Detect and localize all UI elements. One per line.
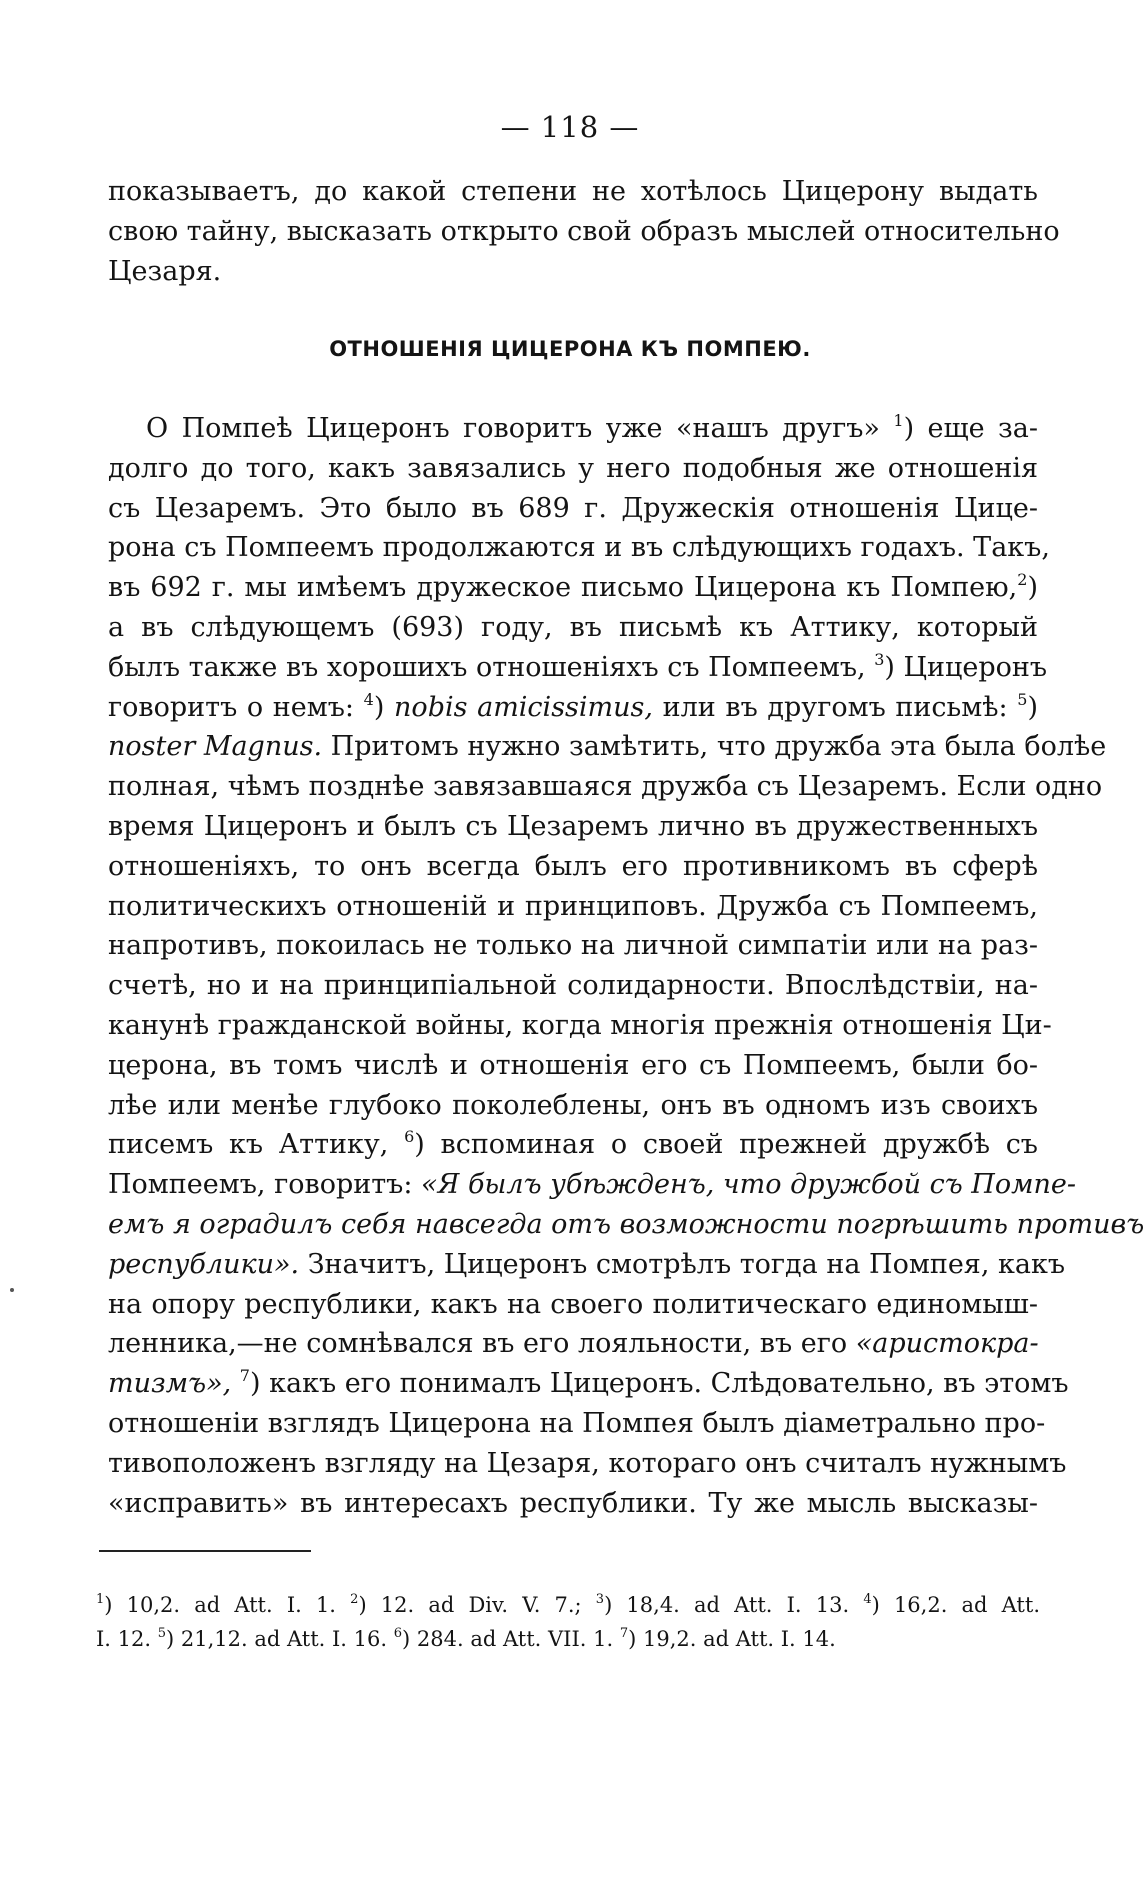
text-line: писемъ къ Аттику, $^6$) вспоминая о своей прежней дружбѣ съ	[108, 1127, 1038, 1161]
text-line: noster Magnus. Притомъ нужно замѣтить, что дружба эта была болѣе	[108, 731, 1107, 763]
main-paragraph	[108, 409, 1144, 1523]
footnote-ref: 5	[1017, 689, 1028, 709]
intro-paragraph	[108, 172, 1060, 291]
footnote-line: I. 12. $^5$) 21,12. ad Att. I. 16. $^6$) 284. ad Att. VII. 1. $^7$) 19,2. ad Att. I. 14.	[96, 1626, 836, 1651]
text-line: а въ слѣдующемъ (693) году, въ письмѣ къ Аттику, который	[108, 611, 1038, 643]
text-line: емъ я оградилъ себя навсегда отъ возможности погрѣшить противъ	[108, 1208, 1144, 1240]
scan-speck	[10, 1288, 14, 1292]
text-line: республики». Значитъ, Цицеронъ смотрѣлъ тогда на Помпея, какъ	[108, 1248, 1066, 1280]
text-line: отношеніи взглядъ Цицерона на Помпея былъ діаметрально про-	[108, 1407, 1046, 1439]
text-line: лѣе или менѣе глубоко поколеблены, онъ въ одномъ изъ своихъ	[108, 1089, 1038, 1121]
text-line: политическихъ отношеній и принциповъ. Дружба съ Помпеемъ,	[108, 890, 1038, 922]
footnote-ref: 2	[1017, 570, 1028, 590]
footnote-divider	[99, 1550, 311, 1552]
text-line: счетѣ, но и на принципіальной солидарности. Впослѣдствіи, на-	[108, 970, 1038, 1002]
text-line: былъ также въ хорошихъ отношеніяхъ съ Помпеемъ, $^3$) Цицеронъ	[108, 649, 1048, 683]
page-number: — 118 —	[500, 110, 640, 144]
section-heading: ОТНОШЕНІЯ ЦИЦЕРОНА КЪ ПОМПЕЮ.	[329, 337, 811, 361]
text-line: показываетъ, до какой степени не хотѣлось Цицерону выдать	[108, 176, 1038, 207]
text-line: свою тайну, высказать открыто свой образъ мыслей относительно	[108, 215, 1060, 247]
text-line: полная, чѣмъ позднѣе завязавшаяся дружба съ Цезаремъ. Если одно	[108, 771, 1103, 803]
text-line: Помпеемъ, говоритъ: «Я былъ убѣжденъ, что дружбой съ Помпе-	[108, 1169, 1076, 1201]
text-line: напротивъ, покоилась не только на личной симпатіи или на раз-	[108, 930, 1038, 962]
text-line: «исправить» въ интересахъ республики. Ту же мысль высказы-	[108, 1487, 1038, 1519]
text-line: О Помпеѣ Цицеронъ говоритъ уже «нашъ другъ» $^1$) еще за-	[146, 411, 1038, 444]
text-line: канунѣ гражданской войны, когда многія прежнія отношенія Ци-	[108, 1009, 1052, 1041]
footnote-line: $^1$) 10,2. ad Att. I. 1. $^2$) 12. ad Div. V. 7.; $^3$) 18,4. ad Att. I. 13. $^4$) 16,2. ad Att.	[96, 1592, 1040, 1617]
footnote-ref: 6	[404, 1127, 415, 1147]
footnote-ref: 7	[239, 1366, 250, 1386]
text-line: рона съ Помпеемъ продолжаются и въ слѣдующихъ годахъ. Такъ,	[108, 532, 1050, 564]
footnote-ref: 4	[363, 689, 374, 709]
text-line: Цезаря.	[108, 255, 222, 287]
text-line: съ Цезаремъ. Это было въ 689 г. Дружескія отношенія Цице-	[108, 492, 1038, 524]
footnote-ref: 1	[893, 411, 904, 430]
text-line: въ 692 г. мы имѣемъ дружеское письмо Цицерона къ Помпею,$^2$)	[108, 570, 1038, 604]
text-line: на опору республики, какъ на своего политическаго единомыш-	[108, 1288, 1038, 1320]
text-line: время Цицеронъ и былъ съ Цезаремъ лично въ дружественныхъ	[108, 810, 1038, 842]
text-line: церона, въ томъ числѣ и отношенія его съ Помпеемъ, были бо-	[108, 1049, 1038, 1081]
text-line: отношеніяхъ, то онъ всегда былъ его противникомъ въ сферѣ	[108, 850, 1038, 882]
text-line: тизмъ», $^7$) какъ его понималъ Цицеронъ. Слѣдовательно, въ этомъ	[108, 1366, 1069, 1400]
text-line: говоритъ о немъ: $^4$) nobis amicissimus, или въ другомъ письмѣ: $^5$)	[108, 689, 1038, 723]
footnotes	[96, 1588, 1040, 1656]
footnote-ref: 3	[874, 649, 885, 669]
text-line: долго до того, какъ завязались у него подобныя же отношенія	[108, 452, 1038, 484]
text-line: ленника,—не сомнѣвался въ его лояльности, въ его «аристокра-	[108, 1328, 1039, 1360]
text-line: тивоположенъ взгляду на Цезаря, котораго онъ считалъ нужнымъ	[108, 1447, 1067, 1479]
